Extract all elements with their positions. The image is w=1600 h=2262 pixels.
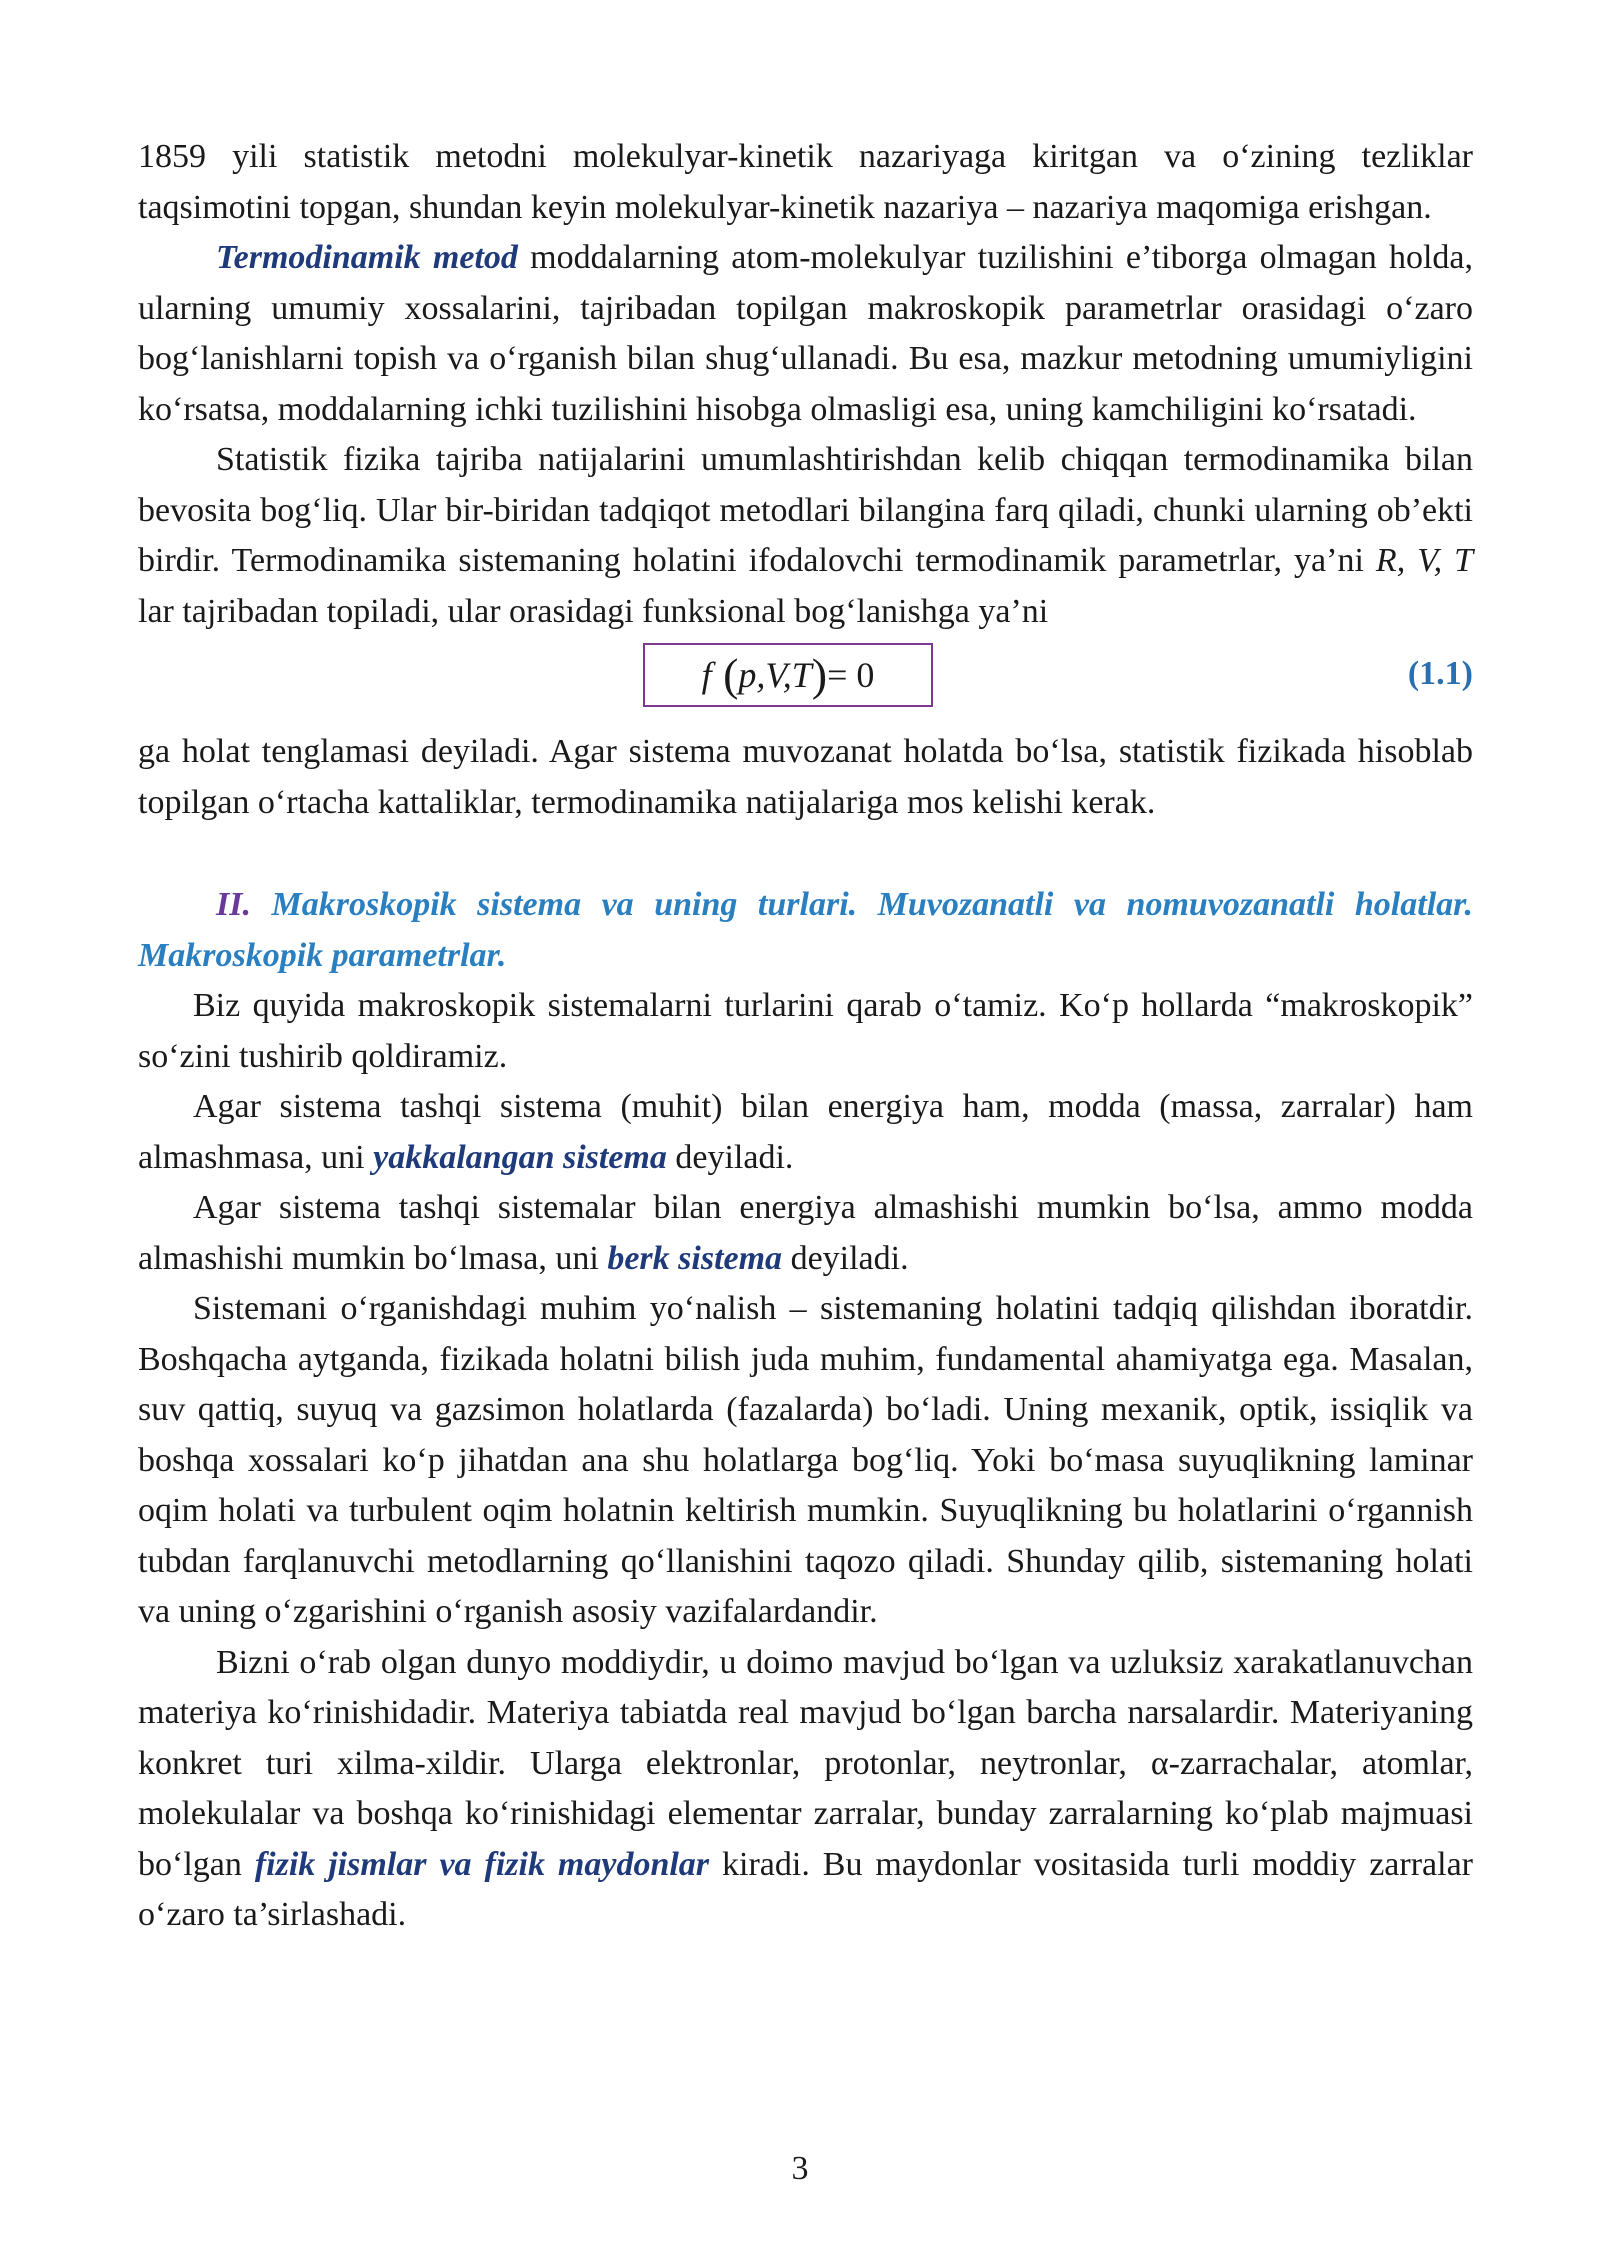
paragraph-6-text-a: Agar sistema tashqi sistema (muhit) bilan energiya ham, modda (massa, zarralar) ham almashmasa, uni <box>138 1088 1473 1176</box>
paragraph-8: Sistemani o‘rganishdagi muhim yo‘nalish – sistemaning holatini tadqiq qilishdan iboratdir. Boshqacha aytganda, fizikada holatni bilish juda muhim, fundamental ahamiyatga ega. Masalan, suv qattiq, suyuq va gazsimon holatlarda (fazalarda) bo‘ladi. Uning mexanik, optik, issiqlik va boshqa xossalari ko‘p jihatdan ana shu holatlarga bog‘liq. Yoki bo‘masa suyuqlikning laminar oqim holati va turbulent oqim holatnin keltirish mumkin. Suyuqlikning bu holatlarini o‘rgannish tubdan farqlanuvchi metodlarning qo‘llanishini taqozo qiladi. Shunday qilib, sistemaning holati va uning o‘zgarishini o‘rganish asosiy vazifalardandir. <box>138 1290 1473 1630</box>
paragraph-2-text: moddalarning atom-molekulyar tuzilishini e’tiborga olmagan holda, ularning umumiy xossalarini, tajribadan topilgan makroskopik parametrlar orasidagi o‘zaro bog‘lanishlarni topish va o‘rganish bilan shug‘ullanadi. Bu esa, mazkur metodning umumiyligini ko‘rsatsa, moddalarning ichki tuzilishini hisobga olmasligi esa, uning kamchiligini ko‘rsatadi. <box>138 239 1473 428</box>
section-heading-text: Makroskopik sistema va uning turlari. Muvozanatli va nomuvozanatli holatlar. Makroskopik parametrlar. <box>138 886 1473 974</box>
equation-function: f <box>701 654 712 695</box>
term-berk-sistema: berk sistema <box>607 1239 783 1277</box>
equation-left-paren: ( <box>711 648 739 700</box>
paragraph-7 <box>138 1183 1473 1284</box>
paragraph-9 <box>138 1638 1473 1941</box>
paragraph-2 <box>138 233 1473 435</box>
paragraph-6 <box>138 1082 1473 1183</box>
term-termodinamik-metod: Termodinamik metod <box>216 239 518 276</box>
document-page <box>138 132 1473 1941</box>
paragraph-5: Biz quyida makroskopik sistemalarni turlarini qarab o‘tamiz. Ko‘p hollarda “makroskopik” so‘zini tushirib qoldiramiz. <box>138 987 1473 1075</box>
equation-right-paren: ) <box>811 648 828 700</box>
section-heading-number: II. <box>216 886 251 923</box>
equation-rhs: = 0 <box>827 654 875 695</box>
paragraph-1: 1859 yili statistik metodni molekulyar-kinetik nazariyaga kiritgan va o‘zining tezliklar taqsimotini topgan, shundan keyin molekulyar-kinetik nazariya – nazariya maqomiga erishgan. <box>138 138 1473 226</box>
equation-number: (1.1) <box>1407 655 1473 692</box>
paragraph-3 <box>138 435 1473 637</box>
section-gap <box>138 828 1473 880</box>
paragraph-4: ga holat tenglamasi deyiladi. Agar sistema muvozanat holatda bo‘lsa, statistik fizikada hisoblab topilgan o‘rtacha kattaliklar, termodinamika natijalariga mos kelishi kerak. <box>138 733 1473 821</box>
equation-row <box>138 639 1473 715</box>
term-fizik-jismlar-va-maydonlar: fizik jismlar va fizik maydonlar <box>254 1845 710 1883</box>
paragraph-6-text-b: deyiladi. <box>666 1138 794 1176</box>
term-yakkalangan-sistema: yakkalangan sistema <box>373 1138 667 1176</box>
equation-box <box>643 643 933 707</box>
paragraph-3-text-b: lar tajribadan topiladi, ular orasidagi funksional bog‘lanishga ya’ni <box>138 592 1049 630</box>
paragraph-3-text-a: Statistik fizika tajriba natijalarini umumlashtirishdan kelib chiqqan termodinamika bilan bevosita bog‘liq. Ular bir-biridan tadqiqot metodlari bilangina farq qiladi, chunki ularning ob’ekti birdir. Termodinamika sistemaning holatini ifodalovchi termodinamik parametrlar, ya’ni <box>138 441 1473 579</box>
equation-arguments: p,V,T <box>738 654 812 695</box>
paragraph-9-text-a: Bizni o‘rab olgan dunyo moddiydir, u doimo mavjud bo‘lgan va uzluksiz xarakatlanuvchan materiya ko‘rinishidadir. Materiya tabiatda real mavjud bo‘lgan barcha narsalardir. Materiyaning konkret turi xilma-xildir. Ularga elektronlar, protonlar, neytronlar, α-zarrachalar, atomlar, molekulalar va boshqa ko‘rinishidagi elementar zarralar, bunday zarralarning ko‘plab majmuasi bo‘lgan <box>138 1643 1473 1883</box>
section-heading <box>138 880 1473 981</box>
page-number: 3 <box>791 2150 809 2187</box>
paragraph-7-text-b: deyiladi. <box>782 1239 909 1277</box>
parameter-variables: R, V, T <box>1375 542 1473 579</box>
paragraph-7-text-a: Agar sistema tashqi sistemalar bilan energiya almashishi mumkin bo‘lsa, ammo modda almashishi mumkin bo‘lmasa, uni <box>138 1189 1473 1277</box>
paragraph-9-text-b: kiradi. Bu maydonlar vositasida turli moddiy zarralar o‘zaro ta’sirlashadi. <box>138 1845 1473 1933</box>
